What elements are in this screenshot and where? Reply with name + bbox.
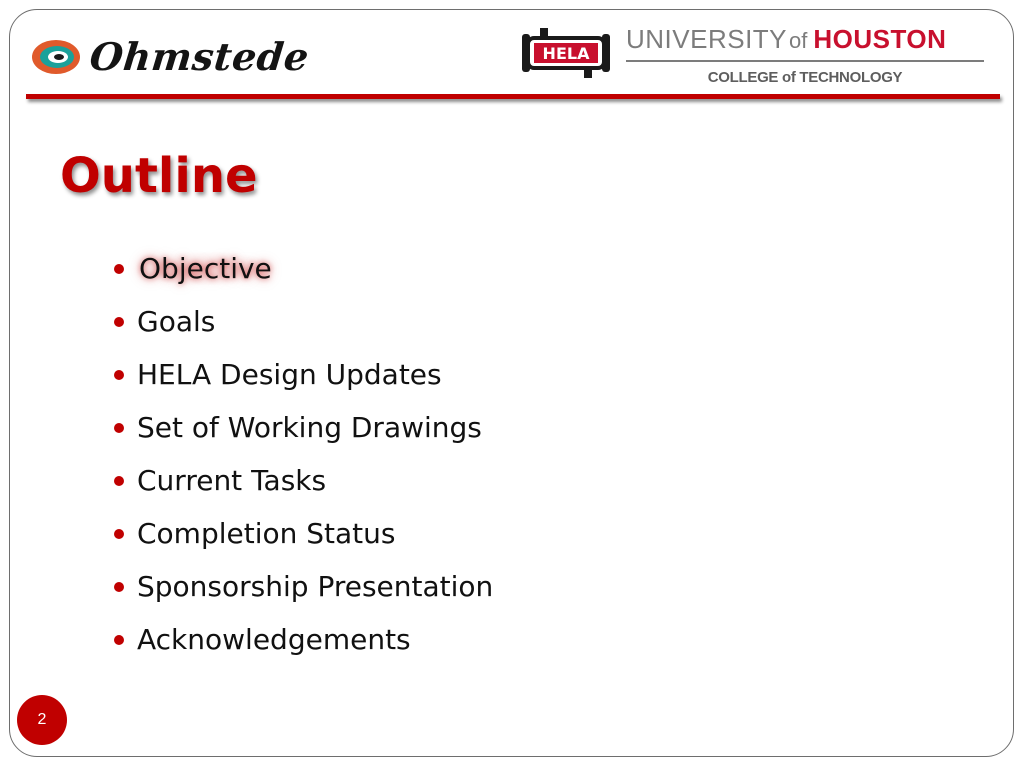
slide-title: Outline	[60, 148, 258, 204]
list-item-text: Objective	[139, 252, 272, 285]
list-item	[114, 454, 493, 507]
bullet-icon	[114, 635, 124, 645]
uh-divider	[626, 60, 984, 62]
bullet-icon	[114, 423, 124, 433]
bullet-icon	[114, 529, 124, 539]
uh-houston-word: HOUSTON	[813, 24, 947, 54]
ohmstede-swirl-icon	[30, 38, 82, 76]
list-item	[114, 242, 493, 295]
list-item	[114, 348, 493, 401]
header-divider	[26, 94, 1000, 99]
list-item	[114, 295, 493, 348]
ohmstede-logo	[30, 34, 312, 79]
list-item-text: Sponsorship Presentation	[137, 570, 494, 603]
page-number: 2	[37, 711, 47, 728]
slide	[9, 9, 1014, 757]
list-item-text: Acknowledgements	[137, 623, 411, 656]
bullet-icon	[114, 476, 124, 486]
uh-text-block	[626, 24, 984, 86]
list-item	[114, 560, 493, 613]
uh-name-line	[626, 24, 984, 55]
list-item-text: Goals	[137, 305, 216, 338]
uh-university-word: UNIVERSITY	[626, 24, 788, 54]
bullet-icon	[114, 582, 124, 592]
outline-list	[114, 242, 493, 666]
page-number-badge	[17, 695, 67, 745]
ohmstede-wordmark: Ohmstede	[87, 34, 312, 79]
list-item-text: HELA Design Updates	[137, 358, 442, 391]
bullet-icon	[114, 370, 124, 380]
uh-of-word: of	[789, 28, 808, 53]
hela-badge-text: HELA	[542, 44, 590, 63]
university-of-houston-logo	[518, 24, 984, 86]
hela-heat-exchanger-icon	[518, 24, 614, 82]
list-item-text: Current Tasks	[137, 464, 327, 497]
list-item	[114, 507, 493, 560]
uh-college-line: COLLEGE of TECHNOLOGY	[707, 68, 903, 86]
list-item	[114, 613, 493, 666]
list-item-text: Set of Working Drawings	[137, 411, 482, 444]
hela-badge	[518, 24, 614, 82]
list-item-text: Completion Status	[137, 517, 396, 550]
bullet-icon	[114, 317, 124, 327]
list-item	[114, 401, 493, 454]
bullet-icon	[114, 264, 124, 274]
